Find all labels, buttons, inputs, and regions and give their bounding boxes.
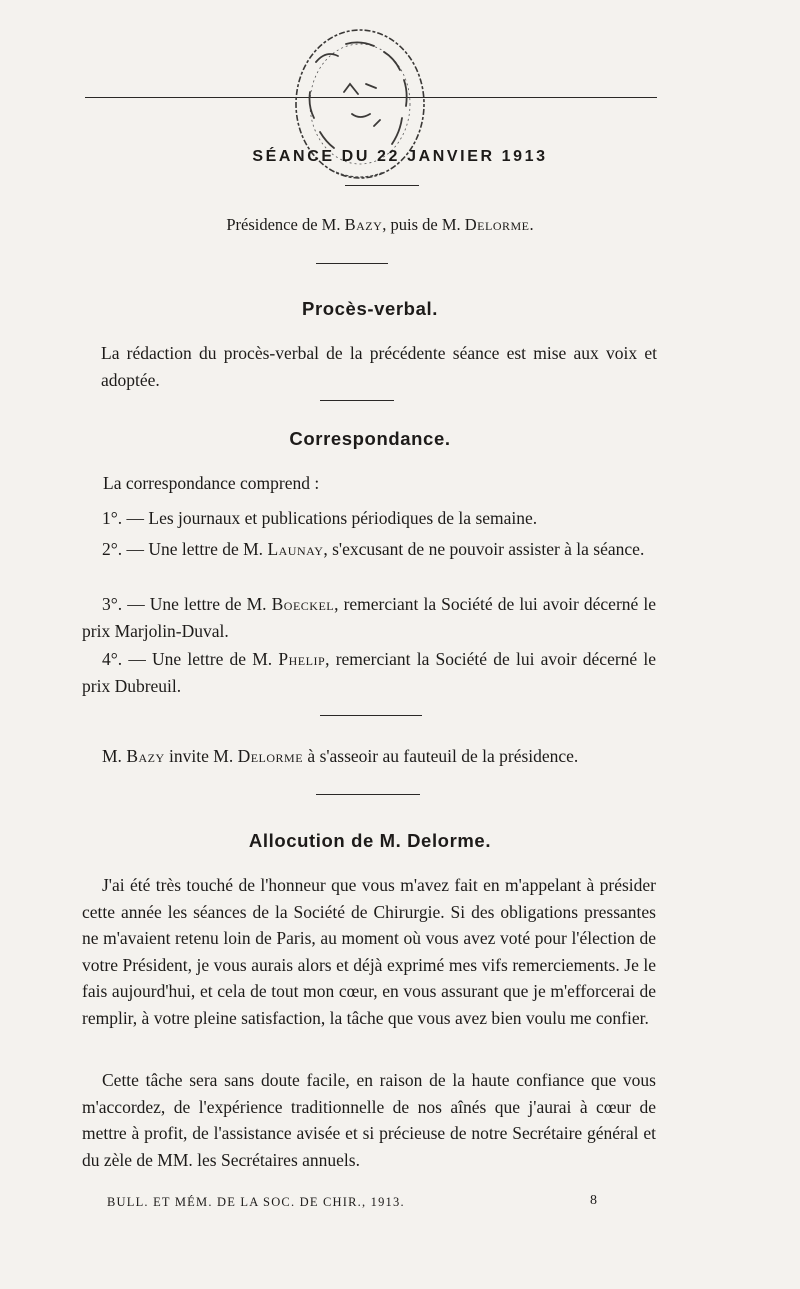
allocution-paragraph-1: J'ai été très touché de l'honneur que vous m'avez fait en m'appelant à présider cette année les séances de la Société de Chirurgie. Si des obligations pressantes ne m'avaient retenu loin de Paris, au moment où vous avez voté pour l'élection de votre Président, je vous aurais alors et déjà exprimé mes vifs remerciements. Je le fais aujourd'hui, et cela de tout mon cœur, en vous assurant que je m'efforcerai de remplir, à votre pleine satisfaction, la tâche que vous avez bien voulu me confier.: [82, 875, 656, 1028]
presidence-middle: , puis de M.: [382, 215, 465, 234]
separator-2: [320, 400, 394, 401]
correspondance-item-2: [82, 536, 656, 563]
item-text: , s'excusant de ne pouvoir assister à la séance.: [323, 539, 645, 559]
invite-name-2: Delorme: [237, 746, 304, 766]
separator-4: [316, 794, 420, 795]
item-name: Phelip: [278, 649, 326, 669]
invite-paragraph: [82, 743, 656, 770]
correspondance-item-1: [82, 505, 656, 532]
invite-mid: invite M.: [164, 746, 238, 766]
item-number: 2°. —: [102, 539, 149, 559]
library-stamp: [286, 22, 434, 192]
footer-source: BULL. ET MÉM. DE LA SOC. DE CHIR., 1913.: [107, 1195, 405, 1209]
item-name: Launay: [267, 539, 324, 559]
presidence-suffix: .: [529, 215, 534, 234]
item-pre: Une lettre de M.: [149, 594, 272, 614]
correspondance-item-3: [82, 591, 656, 644]
presidence-prefix: Présidence de M.: [226, 215, 345, 234]
item-number: 3°. —: [102, 594, 150, 614]
presidence-line: [0, 215, 760, 235]
page-number: 8: [590, 1193, 597, 1208]
heading-correspondance: Correspondance.: [289, 428, 451, 449]
separator-1: [316, 263, 388, 264]
seance-title: SÉANCE DU 22 JANVIER 1913: [252, 148, 548, 165]
item-name: Boeckel: [271, 594, 335, 614]
correspondance-item-4: [82, 646, 656, 699]
president-name-1: Bazy: [344, 215, 383, 234]
invite-name-1: Bazy: [126, 746, 165, 766]
item-number: 1°. —: [102, 508, 149, 528]
item-text: , remerciant la Société de lui avoir décerné le prix Dubreuil.: [82, 649, 657, 696]
item-pre: Une lettre de M.: [148, 539, 268, 559]
item-pre: Une lettre de M.: [152, 649, 279, 669]
invite-pre: M.: [102, 746, 127, 766]
item-text: , remerciant la Société de lui avoir décerné le prix Marjolin-Duval.: [82, 594, 656, 641]
invite-text: à s'asseoir au fauteuil de la présidence.: [303, 746, 579, 766]
correspondance-intro: La correspondance comprend :: [103, 473, 320, 493]
heading-allocution: Allocution de M. Delorme.: [248, 830, 492, 851]
heading-proces-verbal: Procès-verbal.: [302, 298, 438, 319]
allocution-paragraph-2: Cette tâche sera sans doute facile, en raison de la haute confiance que vous m'accordez, de l'expérience traditionnelle de nos aînés que j'aurai à cœur de mettre à profit, de l'assistance avisée et si précieuse de notre Secrétaire général et du zèle de MM. les Secrétaires annuels.: [82, 1070, 656, 1170]
item-text: Les journaux et publications périodiques de la semaine.: [148, 508, 538, 528]
proces-verbal-text: La rédaction du procès-verbal de la précédente séance est mise aux voix et adoptée.: [101, 343, 657, 390]
separator-3: [320, 715, 422, 716]
president-name-2: Delorme: [464, 215, 530, 234]
item-number: 4°. —: [102, 649, 153, 669]
title-underline: [345, 185, 419, 186]
